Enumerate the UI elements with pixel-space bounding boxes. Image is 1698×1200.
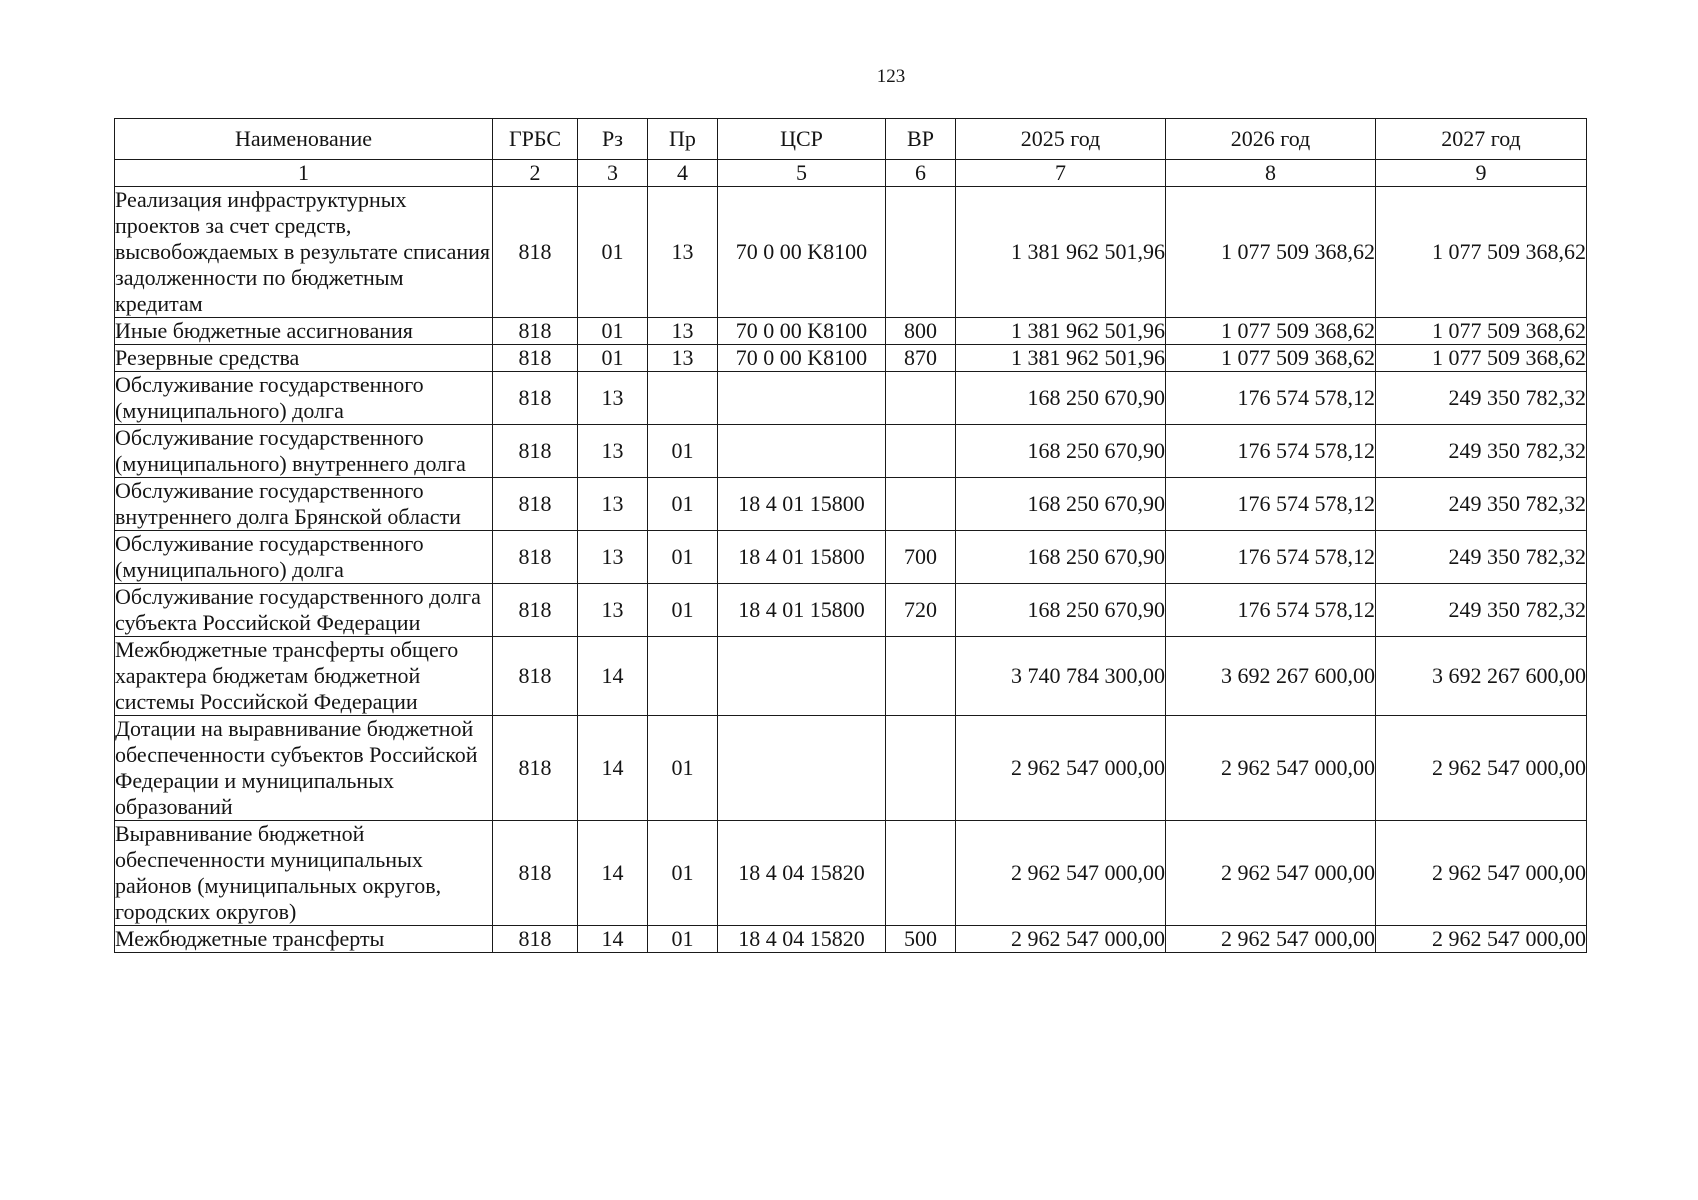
cell-amount-2026: 2 962 547 000,00 [1166, 821, 1376, 926]
header-pr: Пр [648, 119, 718, 160]
cell-csr: 18 4 01 15800 [718, 531, 886, 584]
cell-vr: 700 [886, 531, 956, 584]
table-row [115, 531, 1587, 584]
cell-grbs: 818 [493, 821, 578, 926]
cell-grbs: 818 [493, 187, 578, 318]
cell-grbs: 818 [493, 637, 578, 716]
cell-grbs: 818 [493, 926, 578, 953]
cell-vr: 870 [886, 345, 956, 372]
cell-grbs: 818 [493, 345, 578, 372]
cell-rz: 13 [578, 372, 648, 425]
column-number: 1 [115, 160, 493, 187]
cell-pr [648, 637, 718, 716]
cell-amount-2027: 2 962 547 000,00 [1376, 716, 1587, 821]
cell-amount-2025: 2 962 547 000,00 [956, 926, 1166, 953]
cell-csr [718, 372, 886, 425]
cell-amount-2026: 1 077 509 368,62 [1166, 318, 1376, 345]
table-row [115, 425, 1587, 478]
cell-grbs: 818 [493, 478, 578, 531]
cell-pr: 01 [648, 478, 718, 531]
cell-amount-2027: 1 077 509 368,62 [1376, 187, 1587, 318]
cell-amount-2026: 176 574 578,12 [1166, 478, 1376, 531]
cell-vr [886, 478, 956, 531]
cell-csr: 18 4 04 15820 [718, 821, 886, 926]
cell-amount-2027: 2 962 547 000,00 [1376, 926, 1587, 953]
cell-name: Обслуживание государственного внутреннего долга Брянской области [115, 478, 493, 531]
cell-name: Обслуживание государственного долга субъекта Российской Федерации [115, 584, 493, 637]
cell-name: Межбюджетные трансферты [115, 926, 493, 953]
cell-amount-2026: 176 574 578,12 [1166, 584, 1376, 637]
table-row [115, 716, 1587, 821]
column-number: 5 [718, 160, 886, 187]
cell-name: Дотации на выравнивание бюджетной обеспеченности субъектов Российской Федерации и муниципальных образований [115, 716, 493, 821]
cell-rz: 01 [578, 345, 648, 372]
cell-amount-2027: 249 350 782,32 [1376, 372, 1587, 425]
header-2027: 2027 год [1376, 119, 1587, 160]
cell-rz: 14 [578, 637, 648, 716]
cell-amount-2025: 168 250 670,90 [956, 531, 1166, 584]
cell-rz: 01 [578, 318, 648, 345]
cell-csr: 70 0 00 K8100 [718, 318, 886, 345]
header-vr: ВР [886, 119, 956, 160]
cell-pr: 01 [648, 926, 718, 953]
cell-vr [886, 187, 956, 318]
cell-amount-2025: 1 381 962 501,96 [956, 318, 1166, 345]
cell-amount-2025: 2 962 547 000,00 [956, 716, 1166, 821]
cell-pr: 01 [648, 821, 718, 926]
table-row [115, 584, 1587, 637]
cell-csr [718, 425, 886, 478]
column-number: 7 [956, 160, 1166, 187]
table-row [115, 637, 1587, 716]
cell-amount-2025: 1 381 962 501,96 [956, 187, 1166, 318]
cell-rz: 14 [578, 716, 648, 821]
cell-rz: 14 [578, 821, 648, 926]
cell-pr: 13 [648, 187, 718, 318]
cell-name: Обслуживание государственного (муниципального) внутреннего долга [115, 425, 493, 478]
cell-amount-2025: 168 250 670,90 [956, 372, 1166, 425]
cell-name: Иные бюджетные ассигнования [115, 318, 493, 345]
cell-grbs: 818 [493, 584, 578, 637]
cell-amount-2026: 3 692 267 600,00 [1166, 637, 1376, 716]
column-number: 8 [1166, 160, 1376, 187]
cell-amount-2027: 249 350 782,32 [1376, 531, 1587, 584]
table-row [115, 821, 1587, 926]
cell-amount-2026: 176 574 578,12 [1166, 425, 1376, 478]
cell-amount-2025: 3 740 784 300,00 [956, 637, 1166, 716]
cell-name: Межбюджетные трансферты общего характера бюджетам бюджетной системы Российской Федерации [115, 637, 493, 716]
cell-rz: 13 [578, 425, 648, 478]
header-csr: ЦСР [718, 119, 886, 160]
cell-name: Резервные средства [115, 345, 493, 372]
page-number: 123 [876, 66, 906, 87]
cell-amount-2027: 3 692 267 600,00 [1376, 637, 1587, 716]
header-row [115, 119, 1587, 160]
cell-pr [648, 372, 718, 425]
table-row [115, 345, 1587, 372]
cell-amount-2027: 249 350 782,32 [1376, 425, 1587, 478]
header-2025: 2025 год [956, 119, 1166, 160]
cell-pr: 13 [648, 318, 718, 345]
cell-amount-2026: 2 962 547 000,00 [1166, 716, 1376, 821]
cell-name: Реализация инфраструктурных проектов за счет средств, высвобождаемых в результате списания задолженности по бюджетным кредитам [115, 187, 493, 318]
cell-vr [886, 716, 956, 821]
cell-amount-2025: 168 250 670,90 [956, 478, 1166, 531]
budget-table [114, 118, 1587, 953]
table-row [115, 187, 1587, 318]
cell-amount-2026: 1 077 509 368,62 [1166, 187, 1376, 318]
table-row [115, 926, 1587, 953]
cell-rz: 01 [578, 187, 648, 318]
column-number: 6 [886, 160, 956, 187]
cell-csr: 18 4 01 15800 [718, 478, 886, 531]
cell-pr: 13 [648, 345, 718, 372]
table-row [115, 478, 1587, 531]
cell-amount-2027: 249 350 782,32 [1376, 584, 1587, 637]
cell-grbs: 818 [493, 372, 578, 425]
cell-csr [718, 637, 886, 716]
cell-pr: 01 [648, 584, 718, 637]
cell-grbs: 818 [493, 425, 578, 478]
header-rz: Рз [578, 119, 648, 160]
header-name: Наименование [115, 119, 493, 160]
column-number: 3 [578, 160, 648, 187]
cell-csr [718, 716, 886, 821]
cell-amount-2027: 249 350 782,32 [1376, 478, 1587, 531]
column-number-row [115, 160, 1587, 187]
cell-name: Выравнивание бюджетной обеспеченности муниципальных районов (муниципальных округов, городских округов) [115, 821, 493, 926]
cell-name: Обслуживание государственного (муниципального) долга [115, 531, 493, 584]
cell-amount-2027: 2 962 547 000,00 [1376, 821, 1587, 926]
cell-rz: 13 [578, 531, 648, 584]
cell-vr [886, 821, 956, 926]
column-number: 2 [493, 160, 578, 187]
cell-pr: 01 [648, 716, 718, 821]
cell-vr: 500 [886, 926, 956, 953]
column-number: 9 [1376, 160, 1587, 187]
column-number: 4 [648, 160, 718, 187]
header-2026: 2026 год [1166, 119, 1376, 160]
cell-vr [886, 425, 956, 478]
cell-amount-2027: 1 077 509 368,62 [1376, 318, 1587, 345]
cell-rz: 14 [578, 926, 648, 953]
cell-grbs: 818 [493, 318, 578, 345]
header-grbs: ГРБС [493, 119, 578, 160]
cell-csr: 70 0 00 K8100 [718, 187, 886, 318]
table-row [115, 372, 1587, 425]
cell-pr: 01 [648, 531, 718, 584]
cell-vr [886, 637, 956, 716]
cell-amount-2026: 176 574 578,12 [1166, 531, 1376, 584]
cell-amount-2027: 1 077 509 368,62 [1376, 345, 1587, 372]
cell-csr: 70 0 00 K8100 [718, 345, 886, 372]
cell-name: Обслуживание государственного (муниципального) долга [115, 372, 493, 425]
cell-amount-2025: 168 250 670,90 [956, 425, 1166, 478]
cell-amount-2026: 176 574 578,12 [1166, 372, 1376, 425]
cell-amount-2025: 2 962 547 000,00 [956, 821, 1166, 926]
cell-pr: 01 [648, 425, 718, 478]
cell-csr: 18 4 04 15820 [718, 926, 886, 953]
cell-rz: 13 [578, 478, 648, 531]
cell-rz: 13 [578, 584, 648, 637]
cell-vr [886, 372, 956, 425]
cell-amount-2025: 1 381 962 501,96 [956, 345, 1166, 372]
cell-amount-2026: 1 077 509 368,62 [1166, 345, 1376, 372]
cell-grbs: 818 [493, 531, 578, 584]
cell-amount-2026: 2 962 547 000,00 [1166, 926, 1376, 953]
cell-vr: 720 [886, 584, 956, 637]
cell-amount-2025: 168 250 670,90 [956, 584, 1166, 637]
cell-csr: 18 4 01 15800 [718, 584, 886, 637]
cell-vr: 800 [886, 318, 956, 345]
table-row [115, 318, 1587, 345]
cell-grbs: 818 [493, 716, 578, 821]
